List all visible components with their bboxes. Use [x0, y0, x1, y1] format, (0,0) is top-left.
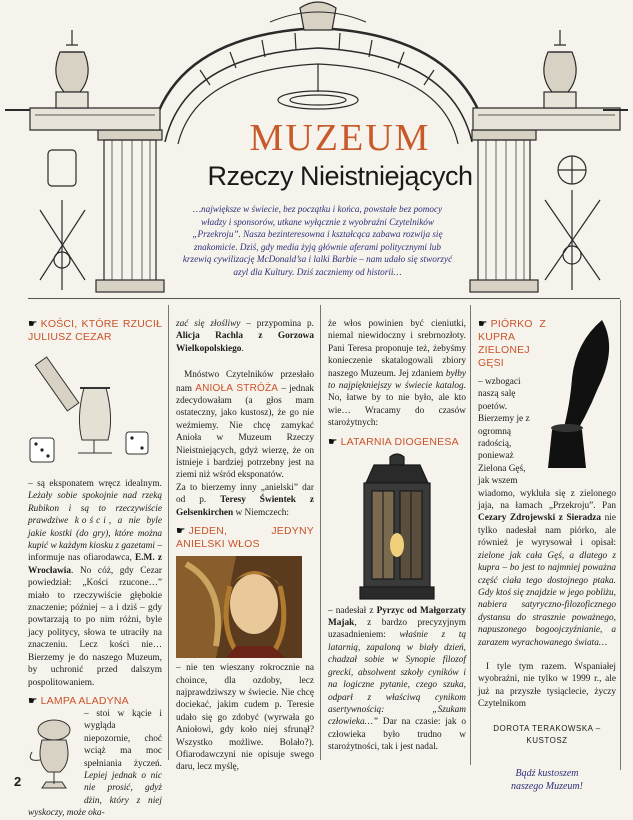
intro-text: …największe w świecie, bez początku i końca, powstałe bez pomocy władzy i sponsorów, utkane wyłącznie z wyobraźni Czytelników „Przekroju”. Nasza bezinteresowna i kształcąca zabawa rozwija się znakomicie. Dziś, gdy media żyją głównie aferami politycznymi lub krzewią cywilizację McDonald’sa i lalki Barbie – nam udało się stworzyć azyl dla Kultury. Dziś zaczniemy od historii… [182, 204, 453, 277]
page-subtitle: Rzeczy Nieistniejących [207, 161, 473, 191]
column-divider [168, 305, 169, 760]
signature: DOROTA TERAKOWSKA – KUSTOSZ [493, 723, 601, 745]
slogan: Bądź kustoszem naszego Muzeum! [511, 768, 583, 793]
column-4: ☛ PIÓRKO Z KUPRA ZIELONEJ GĘSI – wzbogaci naszą salę poetów. Bierzemy je z ogromną radością, ponieważ Zielona Gęś, jak wszem wiadomo, wykluła się z zielonego jaja, na łamach „Przekroju”. Pan Cezary Zdrojewski z Sieradza nie tylko nadesłał nam piórko, ale również je wyrysował i opisał: zielone jak cała Gęś, a dlatego z kupra – bo jest to najmniej poważna część ciała tego dostojnego ptaka. Gdy ktoś się znajdzie w jego pobliżu, nabiera satyryczno-filozoficznego dystansu do strasznie poważnego, napuszonego bogoojczyźnianie, a zarazem wyrachowanego świata… I tyle tym razem. Wspaniałej wyobraźni, nie tylko w 1999 r., ale już na przyszłe tysiąclecie, życzy Czytelnikom DOROTA TERAKOWSKA – KUSTOSZ Bądź kustoszem naszego Muzeum! [478, 318, 616, 793]
column-1: ☛ KOŚCI, KTÓRE RZUCIŁ JULIUSZ CEZAR – są eksponatem wręcz idealnym. Leżały sobie spokojnie nad rzeką Rubikon i są to rzeczywiście prawdziwe kości, a nie byle jakie kostki (do gry), które można kupić w każdym kiosku z gazetami – informuje nas ofiarodawca, E.M. z Wrocławia. No cóż, gdy Cezar powiedział: „Kości rzucone…” miało to rzeczywiście głębokie znaczenie; później – a i dziś – gdy powtarzają to po nim różni, byle jacy politycy, słowa te utraciły na znaczeniu. Lecz kości nie… Bierzemy je do naszego Muzeum, by uchronić przed dalszym pospolitowaniem. ☛ LAMPA ALADYNA – stoi w kącie i wygląda niepozornie, choć wciąż ma moc spełniania życzeń. Lepiej jednak o nic nie prosić, gdyż dżin, który z niej wyskoczy, może oka- [28, 318, 162, 819]
column-divider [620, 300, 621, 770]
title-block [190, 118, 490, 192]
pointing-hand-icon: ☛ [176, 525, 186, 538]
page-number: 2 [14, 774, 22, 789]
column-divider [470, 305, 471, 765]
quill-illustration [542, 318, 618, 478]
pointing-hand-icon: ☛ [28, 318, 38, 330]
pointing-hand-icon: ☛ [478, 318, 488, 330]
top-divider [28, 298, 620, 299]
page-title: MUZEUM [249, 117, 431, 159]
column-2: zać się złośliwy – przypomina p. Alicja Rachla z Gorzowa Wielkopolskiego. Mnóstwo Czytelników przesłało nam ANIOŁA STRÓŻA – jednak zdecydowałam (a głos mam ostateczny, jako kustosz), że go nie weźmiemy. Nie chcę zamykać Anioła w Muzeum Rzeczy Nieistniejących, gdyż wierzę, że on istnieje i bardziej potrzebny jest na ziemi niż wśród eksponatów. Za to bierzemy inny „anielski” dar od p. Teresy Świentek z Gelsenkirchen w Niemczech: ☛ JEDEN, JEDYNY ANIELSKI WŁOS – nie ten wieszany rokrocznie na choince, dla ozdoby, lecz najprawdziwszy w świecie. Nie chcę dociekać, jakim cudem p. Teresie udało się go zdobyć (wyrwała go Aniołowi, gdy koło niej sfrunął? Wszystko możliwe. Bolało?). Ofiarodawczyni nie opisuje swego daru, lecz myślę, [176, 319, 314, 773]
article-heading: ☛ JEDEN, JEDYNY ANIELSKI WŁOS [176, 525, 314, 551]
article-heading: ☛ KOŚCI, KTÓRE RZUCIŁ JULIUSZ CEZAR [28, 318, 162, 343]
article-heading: ☛ PIÓRKO Z KUPRA ZIELONEJ GĘSI [478, 318, 546, 369]
angel-painting [176, 556, 302, 658]
column-3: że włos powinien być cieniutki, niemal niewidoczny i srebrnozłoty. Pani Teresa proponuje też, żebyśmy konieczenie skatalogowali zbiory naszego Muzeum. Jej zdaniem byłby to najpiękniejszy w świecie katalog. No, łatwe by to nie było, ale kto wie… Wracamy do czasów starożytnych: ☛ LATARNIA DIOGENESA – nadesłał z Pyrzyc od Małgorzaty Majak, z bardzo precyzyjnym uzasadnieniem: właśnie z tą latarnią, zapaloną w biały dzień, chadzał sobie w Synopie filozof grecki, absolwent szkoły cyników i na logiczne pytanie, czego szuka, odparł z właściwą cynikom asertywnością: „Szukam człowieka…” Dar na czasie: jak o człowieka było trudno w starożytności, tak i jest nadal. [328, 319, 466, 753]
pointing-hand-icon: ☛ [28, 694, 38, 707]
article-heading: ☛ LAMPA ALADYNA [28, 694, 129, 707]
lantern-illustration [328, 453, 466, 603]
aladdin-lamp-illustration [28, 712, 80, 798]
article-heading: ☛ LATARNIA DIOGENESA [328, 435, 459, 448]
column-divider [320, 305, 321, 760]
dice-illustration [28, 348, 162, 476]
pointing-hand-icon: ☛ [328, 435, 338, 448]
